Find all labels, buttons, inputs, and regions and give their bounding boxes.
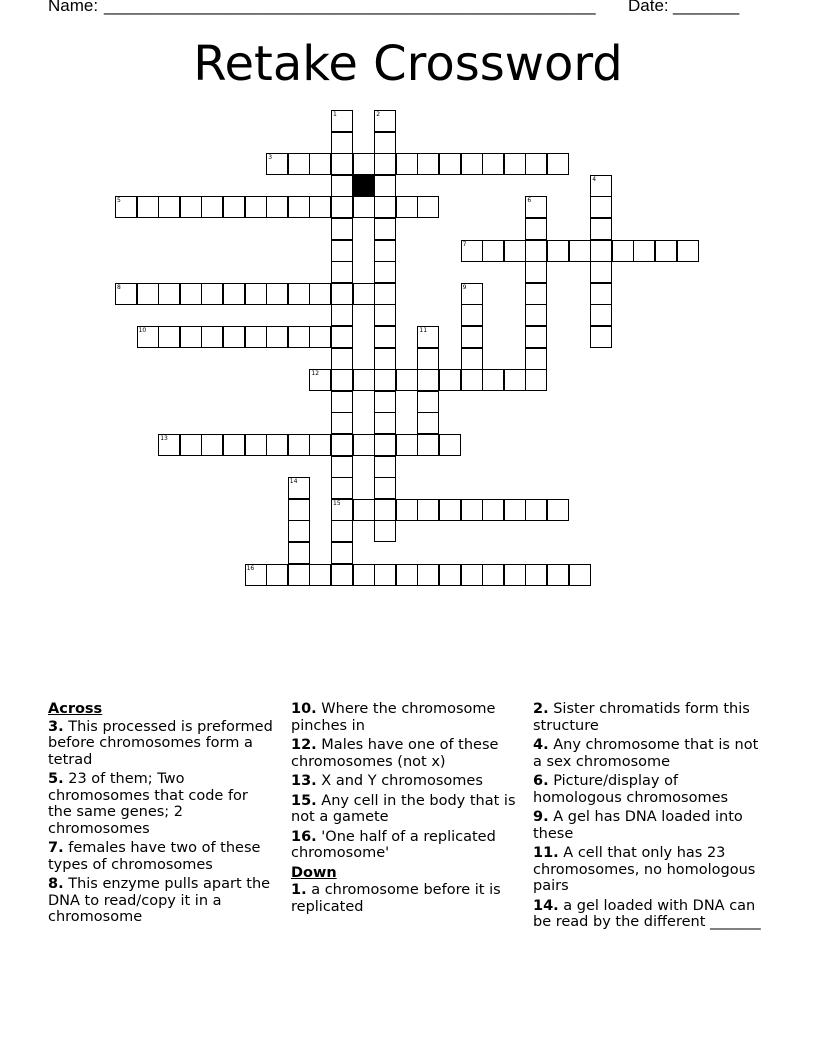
clue-number: 2 (376, 111, 381, 118)
grid-cell[interactable] (331, 283, 353, 305)
grid-cell[interactable] (288, 520, 310, 542)
clue-number: 5 (117, 197, 121, 205)
grid-cell[interactable] (331, 456, 353, 478)
across-heading: Across (48, 701, 103, 717)
grid-cell[interactable] (374, 240, 396, 262)
grid-cell[interactable] (612, 240, 634, 262)
grid-cell[interactable] (374, 564, 396, 586)
grid-cell[interactable] (266, 326, 288, 348)
grid-cell[interactable] (158, 326, 180, 348)
grid-cell[interactable] (396, 564, 418, 586)
grid-cell[interactable] (353, 196, 375, 218)
grid-cell[interactable] (353, 434, 375, 456)
clue-number: 8 (117, 283, 121, 291)
grid-cell[interactable] (525, 348, 547, 370)
grid-cell[interactable] (374, 261, 396, 283)
grid-cell[interactable] (525, 326, 547, 348)
grid-cell[interactable] (331, 304, 353, 326)
grid-cell[interactable] (223, 196, 245, 218)
grid-cell[interactable] (331, 175, 353, 197)
grid-cell[interactable] (331, 564, 353, 586)
clue-number: 14 (289, 478, 298, 486)
grid-cell[interactable] (417, 153, 439, 175)
clue-across-7: 7. females have two of these types of chromosomes (48, 840, 261, 873)
grid-cell[interactable] (590, 175, 612, 197)
grid-cell[interactable] (396, 499, 418, 521)
grid-cell[interactable] (525, 564, 547, 586)
grid-cell[interactable] (374, 110, 396, 132)
grid-cell[interactable] (245, 283, 267, 305)
grid-cell[interactable] (439, 564, 461, 586)
grid-cell[interactable] (504, 499, 526, 521)
grid-cell[interactable] (158, 196, 180, 218)
grid-cell[interactable] (223, 434, 245, 456)
grid-cell[interactable] (353, 369, 375, 391)
grid-cell[interactable] (288, 153, 310, 175)
grid-cell[interactable] (547, 564, 569, 586)
grid-cell[interactable] (309, 196, 331, 218)
clue-number: 1 (333, 111, 337, 118)
page-title: Retake Crossword (193, 36, 623, 92)
grid-cell[interactable] (374, 369, 396, 391)
grid-cell[interactable] (374, 456, 396, 478)
grid-cell[interactable] (288, 283, 310, 305)
clue-number: 10 (138, 327, 147, 334)
grid-cell[interactable] (461, 240, 483, 262)
grid-cell[interactable] (180, 283, 202, 305)
grid-cell[interactable] (309, 434, 331, 456)
grid-cell[interactable] (417, 391, 439, 413)
clue-number: 15 (333, 499, 341, 507)
clue-number: 4 (592, 175, 597, 183)
grid-cell[interactable] (374, 412, 396, 434)
grid-cell[interactable] (396, 153, 418, 175)
grid-cell[interactable] (590, 261, 612, 283)
grid-cell[interactable] (201, 283, 223, 305)
grid-cell[interactable] (439, 369, 461, 391)
grid-cell[interactable] (331, 542, 353, 564)
grid-cell[interactable] (374, 391, 396, 413)
grid-cell[interactable] (504, 369, 526, 391)
grid-cell[interactable] (288, 434, 310, 456)
grid-cell[interactable] (288, 499, 310, 521)
grid-cell[interactable] (331, 196, 353, 218)
clue-number: 9 (462, 283, 467, 291)
grid-cell[interactable] (569, 564, 591, 586)
grid-cell[interactable] (374, 326, 396, 348)
clue-across-13: 13. X and Y chromosomes (291, 773, 483, 789)
grid-cell[interactable] (331, 240, 353, 262)
grid-cell[interactable] (417, 326, 439, 348)
date-label: Date: (628, 0, 669, 15)
grid-cell[interactable] (482, 153, 504, 175)
grid-cell[interactable] (547, 153, 569, 175)
grid-cell[interactable] (482, 240, 504, 262)
grid-cell[interactable] (331, 132, 353, 154)
clues-column-3 (533, 701, 763, 934)
clue-number: 7 (462, 240, 467, 248)
grid-black-cell (353, 175, 375, 197)
grid-cell[interactable] (590, 218, 612, 240)
grid-cell[interactable] (590, 240, 612, 262)
grid-cell[interactable] (288, 196, 310, 218)
clue-across-3: 3. This processed is preformed before chromosomes form a tetrad (48, 718, 273, 768)
down-heading: Down (291, 864, 337, 881)
grid-cell[interactable] (309, 564, 331, 586)
grid-cell[interactable] (331, 391, 353, 413)
grid-cell[interactable] (288, 326, 310, 348)
grid-cell[interactable] (245, 196, 267, 218)
grid-cell[interactable] (396, 369, 418, 391)
grid-cell[interactable] (331, 520, 353, 542)
grid-cell[interactable] (461, 326, 483, 348)
grid-cell[interactable] (590, 196, 612, 218)
grid-cell[interactable] (525, 218, 547, 240)
grid-cell[interactable] (482, 564, 504, 586)
grid-cell[interactable] (461, 304, 483, 326)
clue-across-8: 8. This enzyme pulls apart the DNA to read/copy it in a chromosome (48, 876, 271, 925)
grid-cell[interactable] (655, 240, 677, 262)
grid-cell[interactable] (309, 153, 331, 175)
grid-cell[interactable] (353, 283, 375, 305)
grid-cell[interactable] (547, 499, 569, 521)
clue-number: 16 (246, 564, 255, 572)
grid-cell[interactable] (374, 348, 396, 370)
clue-across-12: 12. Males have one of these chromosomes (not x) (291, 737, 499, 770)
clue-number: 3 (268, 154, 273, 162)
grid-cell[interactable] (353, 499, 375, 521)
grid-cell[interactable] (331, 499, 353, 521)
grid-cell[interactable] (525, 196, 547, 218)
grid-cell[interactable] (331, 153, 353, 175)
clue-number: 11 (419, 327, 428, 334)
grid-cell[interactable] (331, 261, 353, 283)
grid-cell[interactable] (547, 240, 569, 262)
grid-cell[interactable] (245, 434, 267, 456)
grid-cell[interactable] (569, 240, 591, 262)
grid-cell[interactable] (677, 240, 699, 262)
grid-cell[interactable] (353, 153, 375, 175)
grid-cell[interactable] (158, 283, 180, 305)
grid-cell[interactable] (417, 196, 439, 218)
grid-cell[interactable] (374, 175, 396, 197)
grid-cell[interactable] (374, 153, 396, 175)
grid-cell[interactable] (266, 283, 288, 305)
grid-cell[interactable] (525, 369, 547, 391)
grid-cell[interactable] (590, 304, 612, 326)
grid-cell[interactable] (331, 218, 353, 240)
grid-cell[interactable] (115, 196, 137, 218)
grid-cell[interactable] (461, 369, 483, 391)
grid-cell[interactable] (266, 434, 288, 456)
grid-cell[interactable] (223, 326, 245, 348)
grid-cell[interactable] (266, 196, 288, 218)
clue-across-5: 5. 23 of them; Two chromosomes that code for the same genes; 2 chromosomes (48, 771, 248, 837)
grid-cell[interactable] (245, 564, 267, 586)
clue-down-9: 9. A gel has DNA loaded into these (533, 809, 743, 842)
grid-cell[interactable] (525, 499, 547, 521)
grid-cell[interactable] (461, 153, 483, 175)
grid-cell[interactable] (439, 434, 461, 456)
grid-cell[interactable] (525, 240, 547, 262)
grid-cell[interactable] (374, 477, 396, 499)
grid-cell[interactable] (137, 196, 159, 218)
grid-cell[interactable] (417, 499, 439, 521)
grid-cell[interactable] (461, 283, 483, 305)
clue-number: 12 (311, 370, 320, 378)
clues-column-1 (48, 701, 273, 929)
clues-column-2 (291, 701, 516, 918)
grid-cell[interactable] (633, 240, 655, 262)
grid-cell[interactable] (374, 499, 396, 521)
clue-down-6: 6. Picture/display of homologous chromosomes (533, 773, 729, 806)
grid-cell[interactable] (331, 477, 353, 499)
grid-cell[interactable] (331, 412, 353, 434)
clue-down-1: 1. a chromosome before it is replicated (291, 882, 501, 915)
date-blank[interactable]: _______ (673, 0, 740, 15)
clue-number: 6 (527, 197, 532, 205)
grid-cell[interactable] (374, 434, 396, 456)
grid-cell[interactable] (461, 499, 483, 521)
grid-cell[interactable] (504, 153, 526, 175)
grid-cell[interactable] (461, 348, 483, 370)
grid-cell[interactable] (374, 283, 396, 305)
grid-cell[interactable] (309, 326, 331, 348)
grid-cell[interactable] (223, 283, 245, 305)
grid-cell[interactable] (266, 564, 288, 586)
grid-cell[interactable] (504, 240, 526, 262)
grid-cell[interactable] (180, 196, 202, 218)
grid-cell[interactable] (417, 369, 439, 391)
grid-cell[interactable] (590, 283, 612, 305)
grid-cell[interactable] (417, 564, 439, 586)
grid-cell[interactable] (525, 153, 547, 175)
grid-cell[interactable] (331, 434, 353, 456)
grid-cell[interactable] (201, 326, 223, 348)
grid-cell[interactable] (137, 326, 159, 348)
clue-down-4: 4. Any chromosome that is not a sex chromosome (533, 737, 759, 770)
grid-cell[interactable] (374, 132, 396, 154)
grid-cell[interactable] (137, 283, 159, 305)
grid-cell[interactable] (482, 499, 504, 521)
grid-cell[interactable] (201, 434, 223, 456)
grid-cell[interactable] (374, 304, 396, 326)
clue-down-14: 14. a gel loaded with DNA can be read by the different _______ (533, 897, 761, 930)
grid-cell[interactable] (417, 434, 439, 456)
clue-down-2: 2. Sister chromatids form this structure (533, 701, 750, 734)
grid-cell[interactable] (417, 412, 439, 434)
grid-cell[interactable] (288, 477, 310, 499)
grid-cell[interactable] (525, 283, 547, 305)
clue-across-15: 15. Any cell in the body that is not a gamete (291, 792, 516, 825)
grid-cell[interactable] (504, 564, 526, 586)
grid-cell[interactable] (525, 304, 547, 326)
grid-cell[interactable] (590, 326, 612, 348)
grid-cell[interactable] (288, 542, 310, 564)
grid-cell[interactable] (288, 564, 310, 586)
grid-cell[interactable] (525, 261, 547, 283)
grid-cell[interactable] (309, 283, 331, 305)
grid-cell[interactable] (180, 326, 202, 348)
name-blank[interactable]: ____________________________________________________ (104, 0, 596, 15)
grid-cell[interactable] (461, 564, 483, 586)
name-label: Name: (48, 0, 99, 15)
grid-cell[interactable] (180, 434, 202, 456)
grid-cell[interactable] (374, 196, 396, 218)
grid-cell[interactable] (331, 348, 353, 370)
grid-cell[interactable] (158, 434, 180, 456)
grid-cell[interactable] (439, 499, 461, 521)
grid-cell[interactable] (417, 348, 439, 370)
grid-cell[interactable] (115, 283, 137, 305)
clue-across-10: 10. Where the chromosome pinches in (291, 701, 496, 734)
clue-number: 13 (160, 435, 168, 442)
clue-down-11: 11. A cell that only has 23 chromosomes, no homologous pairs (533, 845, 756, 894)
grid-cell[interactable] (266, 153, 288, 175)
grid-cell[interactable] (331, 326, 353, 348)
grid-cell[interactable] (309, 369, 331, 391)
grid-cell[interactable] (439, 153, 461, 175)
grid-cell[interactable] (482, 369, 504, 391)
grid-cell[interactable] (396, 434, 418, 456)
grid-cell[interactable] (374, 520, 396, 542)
grid-cell[interactable] (331, 369, 353, 391)
grid-cell[interactable] (353, 564, 375, 586)
grid-cell[interactable] (374, 218, 396, 240)
grid-cell[interactable] (331, 110, 353, 132)
grid-cell[interactable] (245, 326, 267, 348)
grid-cell[interactable] (201, 196, 223, 218)
grid-cell[interactable] (396, 196, 418, 218)
clue-across-16: 16. 'One half of a replicated chromosome' (291, 828, 496, 861)
